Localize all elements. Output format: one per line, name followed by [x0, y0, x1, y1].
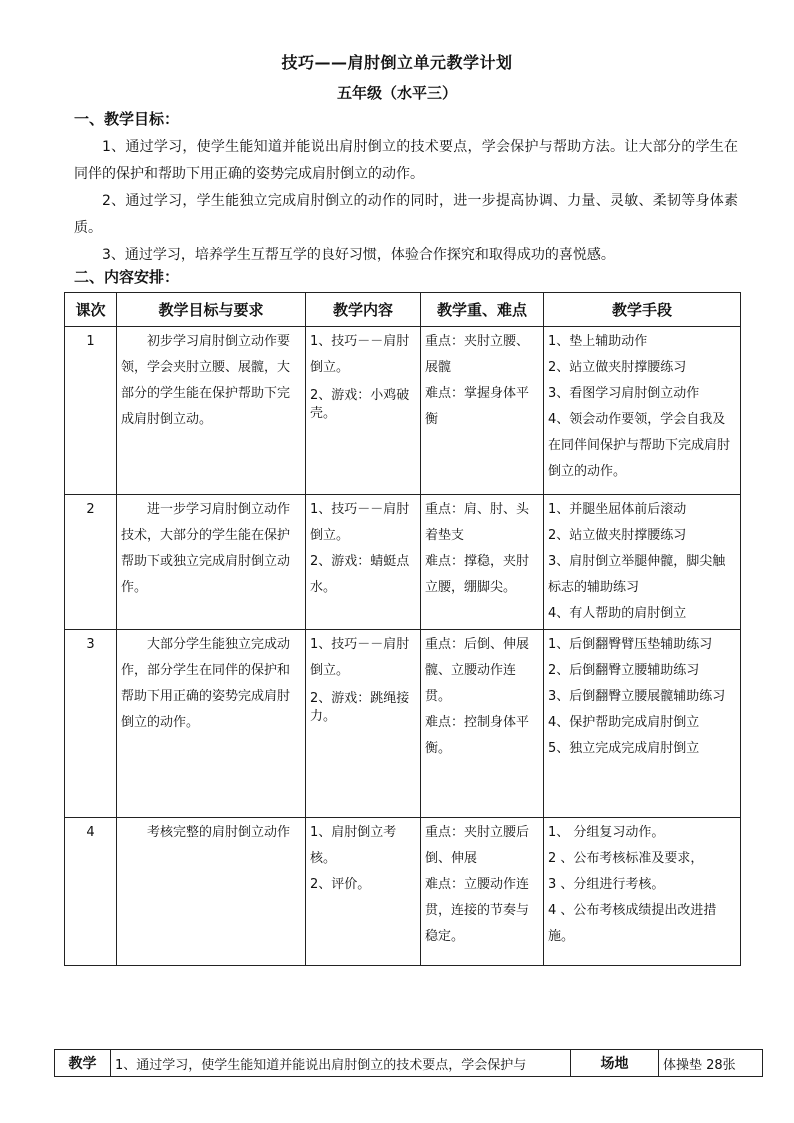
lesson-content: [306, 818, 421, 966]
lesson-content: [306, 495, 421, 630]
lesson-number: 4: [65, 818, 117, 966]
lesson-content: [306, 327, 421, 495]
goal-paragraph-2: 2、通过学习，学生能独立完成肩肘倒立的动作的同时，进一步提高协调、力量、灵敏、柔韧等身体素质。: [74, 193, 738, 236]
table-row: [65, 818, 741, 966]
page-subtitle: 五年级（水平三）: [336, 84, 457, 102]
keypoint-item: 重点：夹肘立腰后倒、伸展: [425, 825, 530, 866]
lesson-goal: [117, 327, 306, 495]
lesson-goal-text: 进一步学习肩肘倒立动作技术，大部分的学生能在保护帮助下或独立完成肩肘倒立动作。: [121, 502, 291, 595]
lesson-keypoints: [421, 630, 544, 818]
method-item: 3 、分组进行考核。: [548, 877, 665, 892]
method-item: 5、独立完成完成肩肘倒立: [548, 741, 700, 756]
method-item: 3、肩肘倒立举腿伸髋，脚尖触标志的辅助练习: [548, 554, 726, 595]
method-item: 4 、公布考核成绩提出改进措施。: [548, 903, 717, 944]
keypoint-item: 重点：肩、肘、头着垫支: [425, 502, 530, 543]
table-row: [65, 630, 741, 818]
lesson-keypoints: [421, 818, 544, 966]
content-item: 2、评价。: [310, 877, 371, 892]
table-row: [65, 495, 741, 630]
goal-paragraph-1: 1、通过学习，使学生能知道并能说出肩肘倒立的技术要点，学会保护与帮助方法。让大部分的学生在同伴的保护和帮助下用正确的姿势完成肩肘倒立的动作。: [74, 139, 738, 182]
content-item: 1、技巧－－肩肘倒立。: [310, 637, 410, 678]
method-item: 3、后倒翻臀立腰展髋辅助练习: [548, 689, 726, 704]
lesson-goal-text: 初步学习肩肘倒立动作要领，学会夹肘立腰、展髋，大部分的学生能在保护帮助下完成肩肘倒立动。: [121, 334, 291, 427]
content-item: 2、游戏：蜻蜓点水。: [310, 554, 410, 595]
content-item: 1、技巧－－肩肘倒立。: [310, 334, 410, 375]
lesson-number: 2: [65, 495, 117, 630]
method-item: 2、站立做夹肘撑腰练习: [548, 360, 687, 375]
content-item: 1、技巧－－肩肘倒立。: [310, 502, 410, 543]
table-header-row: [65, 293, 741, 327]
content-item: 2、游戏：跳绳接力。: [310, 691, 410, 724]
page-title: 技巧——肩肘倒立单元教学计划: [281, 53, 513, 72]
keypoint-item: 难点：撑稳，夹肘立腰，绷脚尖。: [425, 554, 530, 595]
lesson-number: 1: [65, 327, 117, 495]
method-item: 4、领会动作要领，学会自我及在同伴间保护与帮助下完成肩肘倒立的动作。: [548, 412, 731, 479]
method-item: 2、后倒翻臀立腰辅助练习: [548, 663, 700, 678]
lesson-keypoints: [421, 495, 544, 630]
method-item: 1、 分组复习动作。: [548, 825, 665, 840]
keypoint-item: 重点：后倒、伸展髋、立腰动作连贯。: [425, 637, 530, 704]
method-item: 4、保护帮助完成肩肘倒立: [548, 715, 700, 730]
lesson-number: 3: [65, 630, 117, 818]
bottom-label-venue: 场地: [571, 1050, 659, 1077]
table-row: [55, 1050, 763, 1077]
lesson-goal-text: 考核完整的肩肘倒立动作: [147, 825, 291, 840]
method-item: 1、并腿坐屈体前后滚动: [548, 502, 687, 517]
method-item: 1、后倒翻臀臂压垫辅助练习: [548, 637, 713, 652]
content-item: 2、游戏：小鸡破壳。: [310, 388, 410, 421]
lesson-goal-text: 大部分学生能独立完成动作，部分学生在同伴的保护和帮助下用正确的姿势完成肩肘倒立的动作。: [121, 637, 291, 730]
method-item: 3、看图学习肩肘倒立动作: [548, 386, 700, 401]
lesson-methods: [544, 495, 741, 630]
header-goals: 教学目标与要求: [117, 293, 306, 327]
lesson-methods: [544, 630, 741, 818]
lesson-plan-table: [64, 292, 741, 966]
method-item: 4、有人帮助的肩肘倒立: [548, 606, 687, 621]
method-item: 1、垫上辅助动作: [548, 334, 648, 349]
header-keypoints: 教学重、难点: [421, 293, 544, 327]
method-item: 2 、公布考核标准及要求，: [548, 851, 704, 866]
goals-text: [74, 134, 738, 269]
bottom-label-teaching: 教学: [55, 1050, 111, 1077]
lesson-goal: [117, 818, 306, 966]
lesson-methods: [544, 327, 741, 495]
method-item: 2、站立做夹肘撑腰练习: [548, 528, 687, 543]
lesson-goal: [117, 630, 306, 818]
lesson-goal: [117, 495, 306, 630]
bottom-table: [54, 1049, 763, 1077]
content-item: 1、肩肘倒立考核。: [310, 825, 397, 866]
lesson-methods: [544, 818, 741, 966]
keypoint-item: 难点：立腰动作连贯，连接的节奏与稳定。: [425, 877, 530, 944]
section-heading-content: 二、内容安排：: [74, 268, 180, 286]
keypoint-item: 难点：掌握身体平衡: [425, 386, 530, 427]
header-lesson-number: 课次: [65, 293, 117, 327]
bottom-venue-value: 体操垫 28张: [659, 1050, 763, 1077]
goal-paragraph-3: 3、通过学习，培养学生互帮互学的良好习惯，体验合作探究和取得成功的喜悦感。: [102, 247, 615, 263]
header-methods: 教学手段: [544, 293, 741, 327]
header-content: 教学内容: [306, 293, 421, 327]
lesson-content: [306, 630, 421, 818]
lesson-keypoints: [421, 327, 544, 495]
keypoint-item: 重点：夹肘立腰、展髋: [425, 334, 530, 375]
table-row: [65, 327, 741, 495]
keypoint-item: 难点：控制身体平衡。: [425, 715, 530, 756]
section-heading-goals: 一、教学目标：: [74, 110, 180, 128]
bottom-text: 1、通过学习，使学生能知道并能说出肩肘倒立的技术要点，学会保护与: [111, 1050, 571, 1077]
